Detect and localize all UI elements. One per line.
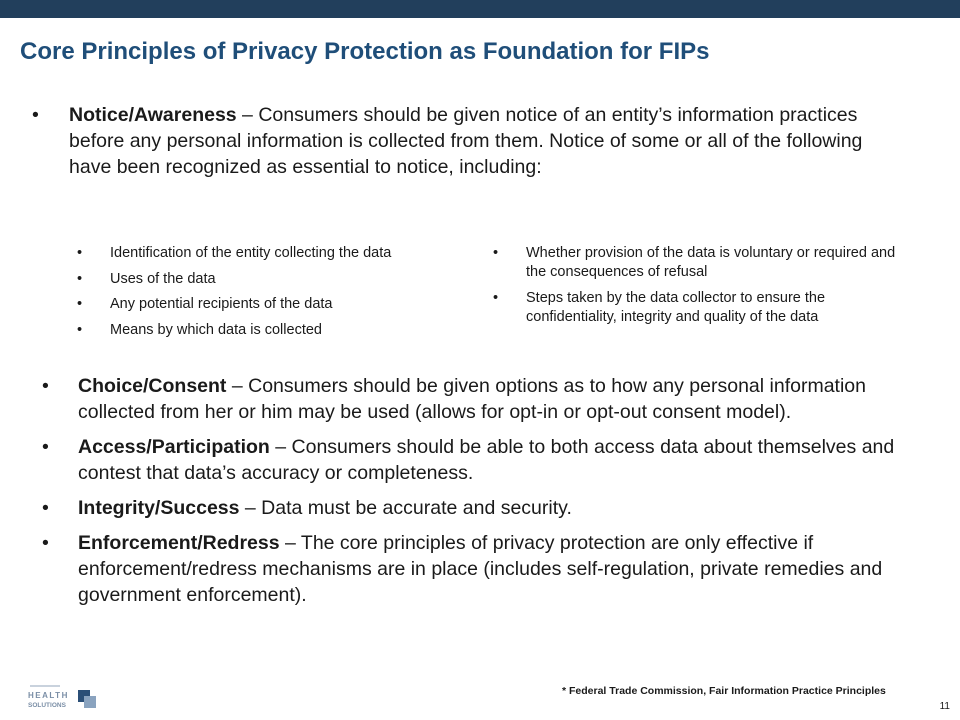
logo-line2: SOLUTIONS [28, 702, 66, 709]
notice-list [69, 102, 869, 180]
footnote: * Federal Trade Commission, Fair Information Practice Principles [562, 685, 886, 697]
principle-text: – Consumers should be given options as to how any personal information collected from her or him may be used (allows for opt-in or opt-out consent model). [78, 375, 866, 423]
notice-item [69, 102, 869, 180]
principle-text: – Data must be accurate and security. [239, 497, 572, 519]
sub-item: • Means by which data is collected [110, 321, 490, 340]
page-number: 11 [939, 701, 950, 712]
sub-item: • Any potential recipients of the data [110, 295, 490, 314]
principle-term: Choice/Consent [78, 375, 227, 397]
sub-item: • Identification of the entity collecting the data [110, 244, 490, 263]
sub-item: • Steps taken by the data collector to ensure the confidentiality, integrity and quality of the data [526, 289, 906, 327]
principles-list [78, 373, 908, 617]
principle-text: – The core principles of privacy protection are only effective if enforcement/redress mechanisms are in place (includes self-regulation, private remedies and government enforcement). [78, 532, 883, 606]
slide-title: Core Principles of Privacy Protection as Foundation for FIPs [20, 38, 710, 65]
principle-item [78, 434, 908, 486]
logo-line1: HEALTH [28, 691, 69, 700]
notice-text: – Consumers should be given notice of an entity’s information practices before any personal information is collected from them. Notice of some or all of the following have been recognized as essential to notice, including: [69, 104, 863, 178]
principle-item [78, 530, 908, 608]
notice-sublist-right [526, 244, 906, 334]
principle-text: – Consumers should be able to both access data about themselves and contest that data’s accuracy or completeness. [78, 436, 895, 484]
principle-item [78, 495, 908, 521]
principle-term: Enforcement/Redress [78, 532, 280, 554]
principle-term: Integrity/Success [78, 497, 240, 519]
sub-item: • Whether provision of the data is voluntary or required and the consequences of refusal [526, 244, 906, 282]
sub-item: • Uses of the data [110, 270, 490, 289]
principle-item [78, 373, 908, 425]
health-solutions-logo [22, 682, 102, 714]
notice-sublist-left [110, 244, 490, 346]
notice-term: Notice/Awareness [69, 104, 237, 126]
principle-term: Access/Participation [78, 436, 270, 458]
top-band [0, 0, 960, 18]
